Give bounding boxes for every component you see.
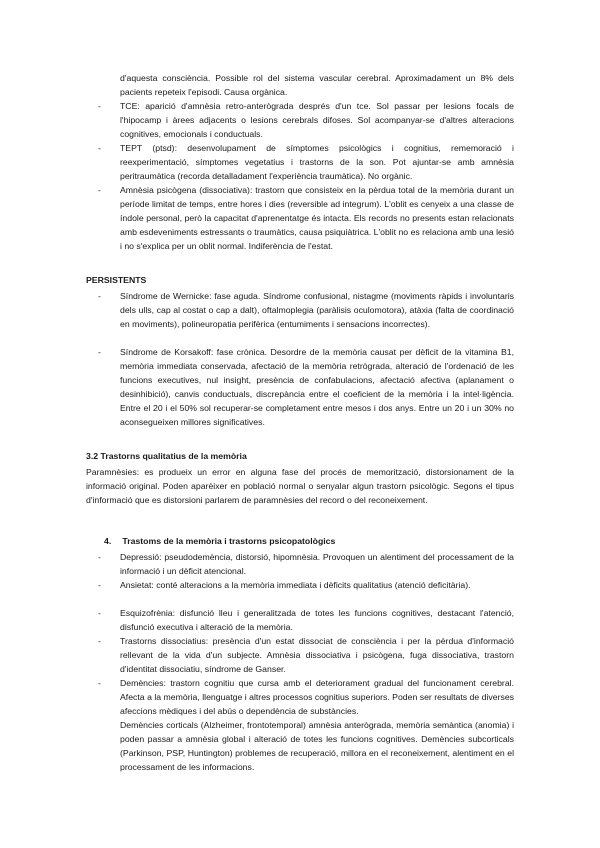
section-heading-3-2: 3.2 Trastorns qualitatius de la memòria — [86, 451, 247, 461]
dementia-followup: Demències corticals (Alzheimer, frontotemporal) amnèsia anterògrada, memòria semàntica (anomia) i poden passar a amnèsia global i alteració de totes les funcions cognitives. Demències subcorticals (Parkinson, PSP, Huntington) problemes de recuperació, millora en el reconeixement, alentiment en el processament de les informacions. — [120, 720, 514, 773]
list-item-text: Demències: trastorn cognitiu que cursa amb el deteriorament gradual del funcionament cerebral. Afecta a la memòria, llenguatge i altres processos cognitius superiors. Poden ser resultats de diverses afeccions mèdiques i del abús o dependència de substàncies. — [120, 678, 514, 717]
bullet-dash: - — [98, 636, 101, 646]
list-item-text: Depressió: pseudodemència, distorsió, hipomnèsia. Provoquen un alentiment del processament de la informació i un dèficit atencional. — [120, 552, 514, 577]
list-item-amnesia-psicogena — [98, 183, 514, 253]
list-item-text: TCE: aparició d'amnèsia retro-anterògrada després d'un tce. Sol passar per lesions focals de l'hipocamp i àrees adjacents o lesions cerebrals difoses. Sol acompanyar-se d'altres alteracions cognitives, emocionals i conductuals. — [120, 101, 514, 140]
section-heading-persistents: PERSISTENTS — [86, 275, 147, 285]
bullet-dash: - — [98, 143, 101, 153]
list-item-wernicke — [98, 289, 514, 331]
list-item-text: Ansietat: conté alteracions a la memòria immediata i dèficits qualitatius (atenció deficitària). — [120, 580, 471, 590]
bullet-dash: - — [98, 608, 101, 618]
list-item-text: Síndrome de Korsakoff: fase crònica. Desordre de la memòria causat per dèficit de la vitamina B1, memòria immediata conservada, afectació de la memòria retrògrada, alteració de l'ordenació de les funcions executives, nul insight, presència de confabulacions, afectació afectiva (aplanament o desinhibició), canvis conductuals, discrepància entre el coeficient de la memòria i la intel·ligència. Entre el 20 i el 50% sol recuperar-se completament entre mesos i dos anys. Entre un 20 i un 30% no aconsegueixen millores significatives. — [120, 347, 514, 428]
bullet-dash: - — [98, 101, 101, 111]
list-item-text: Trastorns dissociatius: presència d'un estat dissociat de consciència i per la pèrdua d'informació rellevant de la vida d'un subjecte. Amnèsia dissociativa i psicògena, fuga dissociativa, trastorn d'identitat dissociatiu, síndrome de Ganser. — [120, 636, 514, 675]
list-item-text: Esquizofrènia: disfunció lleu i generalitzada de totes les funcions cognitives, destacant l'atenció, disfunció executiva i alteració de la memòria. — [120, 608, 514, 633]
list-item-tce — [98, 99, 514, 141]
list-item-dissociatius — [98, 634, 514, 676]
list-item-tept — [98, 141, 514, 183]
bullet-dash: - — [98, 580, 101, 590]
list-item-demencies — [98, 676, 514, 718]
section-heading-4 — [104, 536, 335, 546]
list-item-depressio — [98, 550, 514, 578]
list-item-ansietat — [98, 578, 514, 592]
list-item-text: Síndrome de Wernicke: fase aguda. Síndrome confusional, nistagme (moviments ràpids i involuntaris dels ulls, cap al costat o cap a dalt), oftalmoplegia (paràlisis oculomotora), atàxia (falta de coordinació en moviments), polineuropatia perifèrica (entumiments i sensacions incorrectes). — [120, 291, 514, 330]
bullet-dash: - — [98, 552, 101, 562]
bullet-dash: - — [98, 291, 101, 301]
intro-continuation: d'aquesta consciència. Possible rol del sistema vascular cerebral. Aproximadament un 8% dels pacients repeteix l'episodi. Causa orgànica. — [120, 73, 514, 98]
paragraph-paramnesies: Paramnèsies: es produeix un error en alguna fase del procés de memorització, distorsionament de la informació original. Poden aparèixer en població normal o senyalar algun trastorn psicològic. Segons el tipus d'informació que es distorsioni parlarem de paramnèsies del record o del reconeixement. — [86, 467, 514, 506]
list-item-text: TEPT (ptsd): desenvolupament de símptomes psicològics i cognitius, rememoració i reexperimentació, símptomes vegetatius i trastorns de la son. Pot ajuntar-se amb amnèsia peritraumàtica (recorda detalladament l'experiència traumàtica). No orgànic. — [120, 143, 514, 182]
list-item-esquizofrenia — [98, 606, 514, 634]
bullet-dash: - — [98, 678, 101, 688]
list-item-korsakoff — [98, 345, 514, 430]
list-item-text: Amnèsia psicògena (dissociativa): trastorn que consisteix en la pèrdua total de la memòria durant un període limitat de temps, entre hores i dies (reversible ad integrum). L'oblit es cenyeix a una classe de índole personal, però la capacitat d'aprenentatge és intacta. Els records no presents estan relacionats amb esdeveniments estressants o traumàtics, causa psiquiàtrica. L'oblit no es relaciona amb una lesió i no s'explica per un oblit normal. Indiferència de l'estat. — [120, 185, 514, 252]
bullet-dash: - — [98, 185, 101, 195]
section-number: 4. — [104, 536, 112, 546]
bullet-dash: - — [98, 347, 101, 357]
section-title: Trastoms de la memòria i trastorns psicopatològics — [122, 536, 336, 546]
